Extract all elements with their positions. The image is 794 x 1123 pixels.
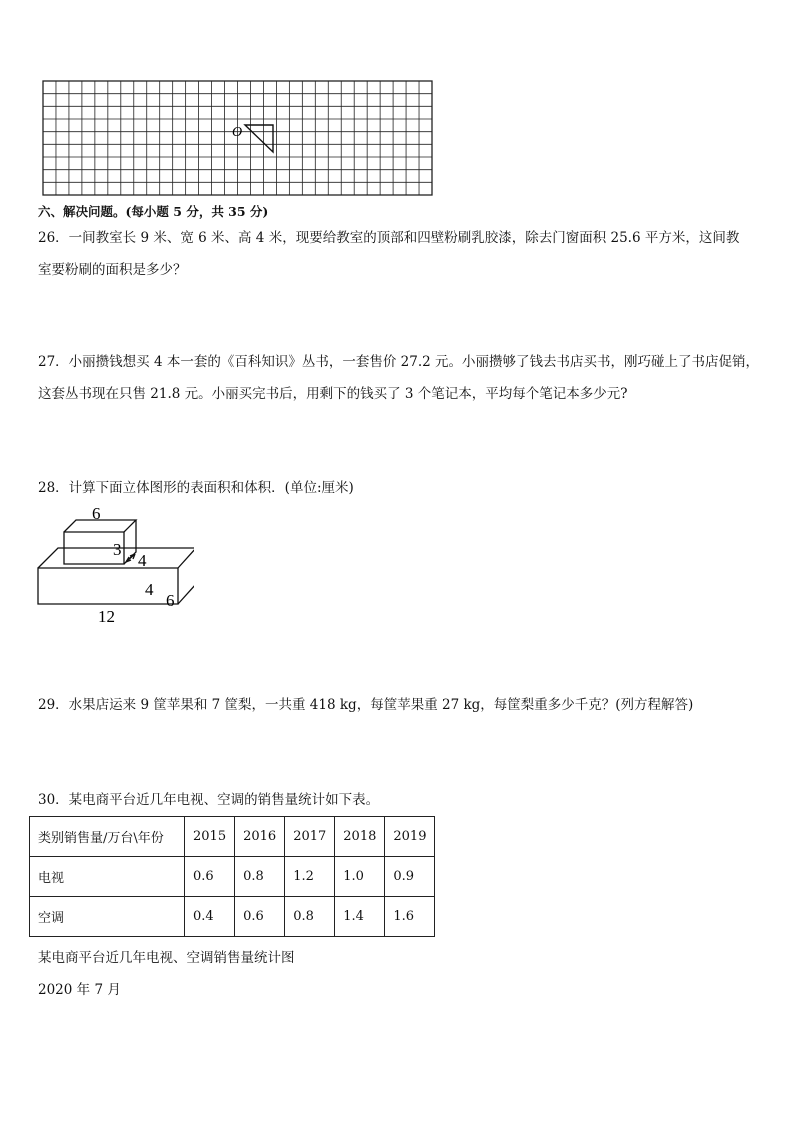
- dim-bottom-height: 4: [145, 580, 154, 599]
- table-year: 2019: [385, 817, 435, 857]
- triangle-shape: [245, 125, 273, 152]
- dim-bottom-depth: 6: [166, 591, 175, 610]
- chart-caption: 某电商平台近几年电视、空调销售量统计图: [38, 950, 295, 966]
- section-title: 六、解决问题。(每小题 5 分，共 35 分): [38, 204, 269, 219]
- q30-line1: 30．某电商平台近几年电视、空调的销售量统计如下表。: [38, 792, 380, 808]
- dim-top-height: 3: [113, 540, 122, 559]
- dim-bottom-length: 12: [98, 607, 115, 626]
- table-year: 2015: [185, 817, 235, 857]
- q27-line1: 27．小丽攒钱想买 4 本一套的《百科知识》丛书，一套售价 27.2 元。小丽攒够了钱去书店买书，刚巧碰上了书店促销，: [38, 354, 759, 370]
- table-cell: 1.0: [335, 857, 385, 897]
- table-header-row: [30, 817, 435, 857]
- table-cell: 1.6: [385, 897, 435, 937]
- solid-figure: [34, 500, 194, 634]
- date-line: 2020 年 7 月: [38, 982, 121, 998]
- solid-figure-svg: [34, 500, 194, 630]
- table-year: 2016: [235, 817, 285, 857]
- q26-line2: 室要粉刷的面积是多少？: [38, 262, 187, 278]
- sales-table: [29, 816, 435, 937]
- table-cell: 0.6: [185, 857, 235, 897]
- table-cell: 0.8: [285, 897, 335, 937]
- q28-line1: 28．计算下面立体图形的表面积和体积．(单位:厘米): [38, 480, 354, 496]
- table-cell: 1.4: [335, 897, 385, 937]
- table-cell: 0.9: [385, 857, 435, 897]
- row-label: 空调: [30, 897, 185, 937]
- q29-line1: 29．水果店运来 9 筐苹果和 7 筐梨，一共重 418 kg，每筐苹果重 27 kg，每筐梨重多少千克？(列方程解答): [38, 697, 694, 713]
- grid-svg: [42, 80, 434, 198]
- table-cell: 0.4: [185, 897, 235, 937]
- table-row: [30, 897, 435, 937]
- dim-top-depth: 4: [138, 551, 147, 570]
- q26-line1: 26．一间教室长 9 米、宽 6 米、高 4 米，现要给教室的顶部和四壁粉刷乳胶漆，除去门窗面积 25.6 平方米，这间教: [38, 230, 740, 246]
- q27-line2: 这套丛书现在只售 21.8 元。小丽买完书后，用剩下的钱买了 3 个笔记本，平均每个笔记本多少元?: [38, 386, 628, 402]
- dim-top-length: 6: [92, 504, 101, 523]
- table-row: [30, 857, 435, 897]
- table-year: 2017: [285, 817, 335, 857]
- table-cell: 0.8: [235, 857, 285, 897]
- table-cell: 0.6: [235, 897, 285, 937]
- row-label: 电视: [30, 857, 185, 897]
- table-cell: 1.2: [285, 857, 335, 897]
- table-year: 2018: [335, 817, 385, 857]
- table-header-label: 类别销售量/万台\年份: [30, 817, 185, 857]
- grid-figure: [42, 80, 434, 202]
- origin-label: O: [232, 125, 243, 140]
